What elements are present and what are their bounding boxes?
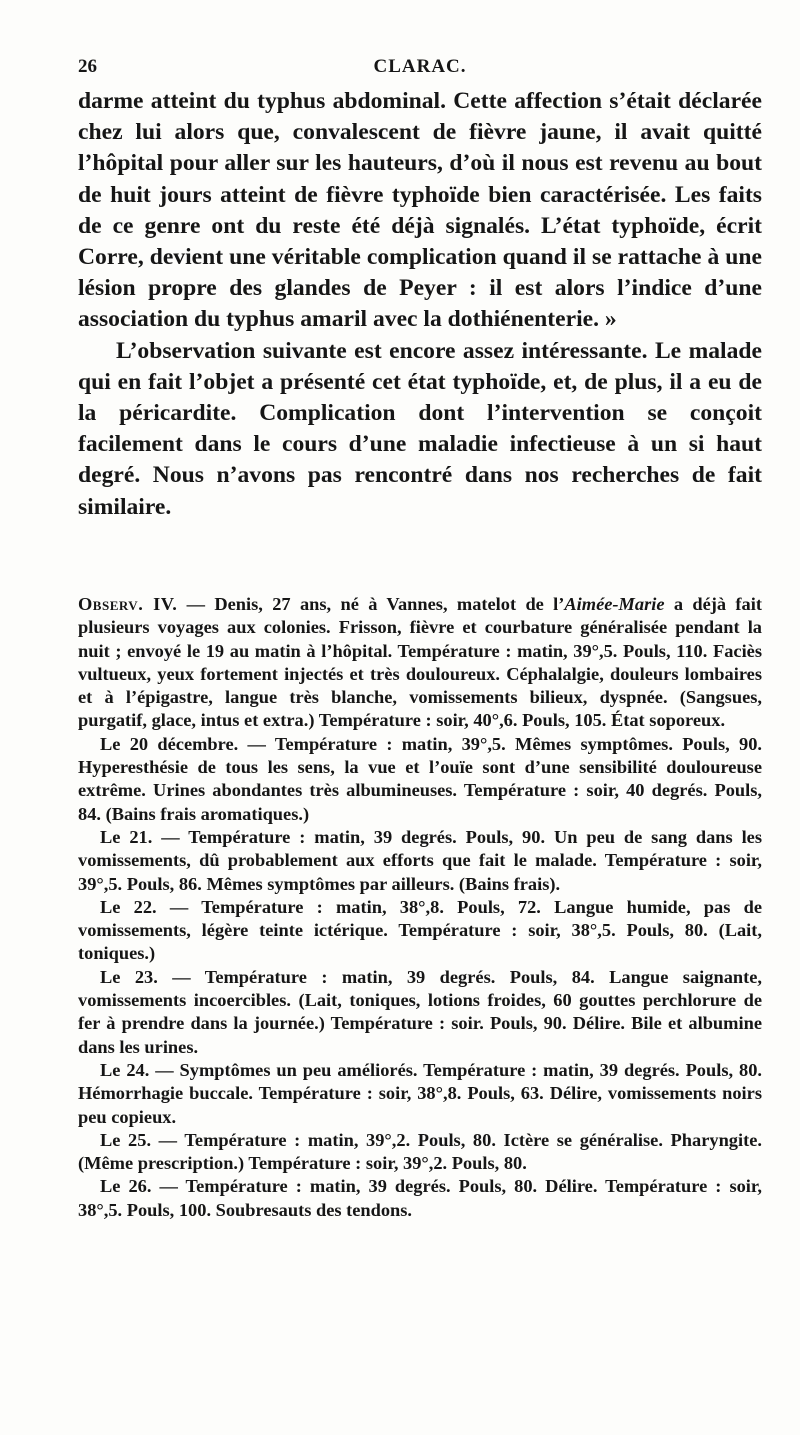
paragraph-continuation: darme atteint du typhus abdominal. Cette affection s’était déclarée chez lui alors que, convalescent de fièvre jaune, il avait quitté l’hôpital pour aller sur les hauteurs, d’où il nous est revenu au bout de huit jours atteint de fièvre typhoïde bien caractérisée. Les faits de ce genre ont du reste été déjà signalés. L’état typhoïde, écrit Corre, devient une véritable complication quand il se rattache à une lésion propre des glandes de Peyer : il est alors l’indice d’une association du typhus amaril avec la dothiénenterie. » — [78, 88, 762, 333]
daily-entry: Le 22. — Température : matin, 38°,8. Pouls, 72. Langue humide, pas de vomissements, légère teinte ictérique. Température : soir, 38°,5. Pouls, 80. (Lait, toniques.) — [78, 896, 762, 964]
ship-name: Aimée-Marie — [564, 594, 665, 614]
page-header — [78, 56, 762, 82]
daily-entry: Le 24. — Symptômes un peu améliorés. Température : matin, 39 degrés. Pouls, 80. Hémorrhagie buccale. Température : soir, 38°,8. Pouls, 63. Délire, vomissements noirs peu copieux. — [78, 1059, 762, 1127]
paragraph-observation-intro: L’observation suivante est encore assez intéressante. Le malade qui en fait l’objet a présenté cet état typhoïde, et, de plus, il a eu de la péricardite. Complication dont l’intervention se conçoit facilement dans le cours d’une maladie infectieuse à un si haut degré. Nous n’avons pas rencontré dans nos recherches de fait similaire. — [78, 337, 762, 520]
daily-entry: Le 21. — Température : matin, 39 degrés. Pouls, 90. Un peu de sang dans les vomissements, dû probablement aux efforts que fait le malade. Température : soir, 39°,5. Pouls, 86. Mêmes symptômes par ailleurs. (Bains frais). — [78, 826, 762, 894]
observation-label: Observ. IV. — [78, 594, 178, 614]
daily-entry: Le 26. — Température : matin, 39 degrés. Pouls, 80. Délire. Température : soir, 38°,5. Pouls, 100. Soubresauts des tendons. — [78, 1176, 762, 1220]
running-title: CLARAC. — [373, 56, 467, 77]
page-number: 26 — [78, 56, 97, 77]
observation-intro-rest: a déjà fait plusieurs voyages aux colonies. Frisson, fièvre et courbature généralisée pendant la nuit ; envoyé le 19 au matin à l’hôpital. Température : matin, 39°,5. Pouls, 110. Faciès vultueux, yeux fortement injectés et très douloureux. Céphalalgie, douleurs lombaires et à l’épigastre, langue très blanche, vomissements bilieux, dyspnée. (Sangsues, purgatif, glace, intus et extra.) Température : soir, 40°,6. Pouls, 105. État soporeux. — [78, 594, 762, 731]
main-text — [78, 86, 762, 523]
daily-entry: Le 25. — Température : matin, 39°,2. Pouls, 80. Ictère se généralise. Pharyngite. (Même prescription.) Température : soir, 39°,2. Pouls, 80. — [78, 1129, 762, 1174]
observation-intro — [78, 593, 762, 733]
observation-intro-start: — Denis, 27 ans, né à Vannes, matelot de l’ — [177, 594, 565, 614]
observation-block — [78, 593, 762, 1222]
daily-entry: Le 20 décembre. — Température : matin, 39°,5. Mêmes symptômes. Pouls, 90. Hyperesthésie de tous les sens, la vue et l’ouïe sont d’une sensibilité douloureuse extrême. Urines abondantes très albumineuses. Température : soir, 40 degrés. Pouls, 84. (Bains frais aromatiques.) — [78, 733, 762, 824]
daily-entry: Le 23. — Température : matin, 39 degrés. Pouls, 84. Langue saignante, vomissements incoercibles. (Lait, toniques, lotions froides, 60 gouttes perchlorure de fer à prendre dans la journée.) Température : soir. Pouls, 90. Délire. Bile et albumine dans les urines. — [78, 966, 762, 1057]
